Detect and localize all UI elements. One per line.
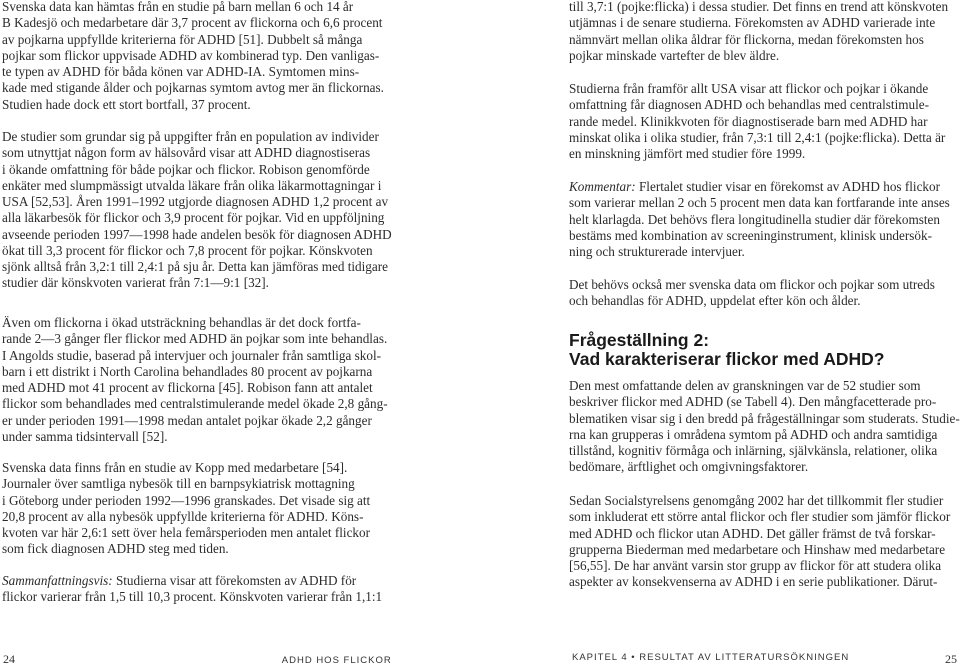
- text-line: under samma tidsintervall [52].: [2, 428, 168, 444]
- text-line: [56,55]. De har använt varsin stor grupp av flickor för att studera olika: [569, 558, 942, 573]
- text-line: omfattning får diagnosen ADHD och behandlas med centralstimule-: [569, 97, 929, 113]
- text-line: som utnyttjat någon form av hälsovård visar att ADHD diagnostiseras: [2, 145, 371, 161]
- text-line: [569, 179, 950, 195]
- text-line: Det behövs också mer svenska data om flickor och pojkar som utreds: [569, 277, 935, 292]
- text-line: med ADHD och flickor utan ADHD. Det gäller främst de två forskar-: [569, 525, 936, 541]
- text-line: alla läkarbesök för flickor och 3,9 procent för pojkar. Vid en uppföljning: [2, 210, 385, 226]
- text-line: Studierna från framför allt USA visar att flickor och pojkar i ökande: [569, 81, 929, 96]
- heading-line: Vad karakteriserar flickor med ADHD?: [569, 348, 885, 369]
- text-line: ning och strukturerade intervjuer.: [569, 244, 745, 259]
- text-line: kvoten var här 2,6:1 sett över hela femårsperioden men antalet flickor: [2, 525, 371, 540]
- page-number: 24: [3, 652, 15, 666]
- text-line: rande medel. Klinikkvoten för diagnostiserade barn med ADHD har: [569, 113, 928, 129]
- page-number: 25: [945, 652, 957, 666]
- section-heading: [569, 331, 884, 368]
- text-line: i Göteborg under perioden 1992—1996 granskades. Det visade sig att: [2, 492, 371, 508]
- left-para-2: [2, 129, 392, 292]
- right-para-6: [569, 493, 950, 591]
- text-line: utjämnas i de senare studierna. Förekomsten av ADHD varierade inte: [569, 15, 936, 31]
- text-line: med ADHD mot 41 procent av flickorna [45]. Robison fann att antalet: [2, 380, 373, 395]
- text-line: I Angolds studie, baserad på intervjuer och journaler från samtliga skol-: [2, 347, 382, 363]
- text-line: USA [52,53]. Åren 1991–1992 utgjorde diagnosen ADHD 1,2 procent av: [2, 194, 389, 209]
- text-line: helt klarlagda. Det behövs flera longitudinella studier där förekomsten: [569, 211, 940, 227]
- text-line: som varierar mellan 2 och 5 procent men data kan fortfarande inte anses: [569, 195, 950, 211]
- text-line: nämnvärt mellan olika åldrar för flickorna, medan förekomsten hos: [569, 31, 924, 47]
- text-line: som inkluderat ett större antal flickor och fler studier som jämför flickor: [569, 509, 951, 525]
- text-line: i ökande omfattning för både pojkar och flickor. Robison genomförde: [2, 161, 370, 177]
- text-line: aspekter av konsekvenserna av ADHD i en serie publikationer. Därut-: [569, 574, 938, 590]
- text-line: B Kadesjö och medarbetare där 3,7 procent av flickorna och 6,6 procent: [2, 15, 383, 31]
- text-line: Studien hade dock ett stort bortfall, 37 procent.: [2, 96, 251, 112]
- text-line: er under perioden 1991—1998 medan antalet pojkar ökade 2,2 gånger: [2, 412, 372, 428]
- text-line: blematiken visar sig i den bredd på frågeställningar som studerats. Studie-: [569, 410, 960, 426]
- right-para-5: [569, 378, 960, 476]
- text-line: pojkar minskade vartefter de blev äldre.: [569, 47, 780, 63]
- left-para-3: [2, 315, 388, 445]
- text-line: 20,8 procent av alla nybesök uppfyllde kriterierna för ADHD. Köns-: [2, 508, 364, 524]
- heading-line: Frågeställning 2:: [569, 330, 710, 350]
- text-line: bedömare, ärftlighet och omgivningsfaktorer.: [569, 459, 809, 475]
- text-line: pojkar som flickor uppvisade ADHD av kombinerad typ. Den vanligas-: [2, 47, 380, 63]
- text-line: Svenska data kan hämtas från en studie på barn mellan 6 och 14 år: [2, 0, 354, 14]
- running-title: KAPITEL 4 • RESULTAT AV LITTERATURSÖKNINGEN: [572, 652, 850, 663]
- right-page-footer: [572, 652, 957, 666]
- text-line: beskriver flickor med ADHD (se Tabell 4). Den mångfacetterade pro-: [569, 394, 937, 410]
- text-line: te typen av ADHD för båda könen var ADHD-IA. Symtomen mins-: [2, 64, 360, 79]
- right-para-3: [569, 179, 950, 260]
- text-line: bestäms med kombination av screeninginstrument, klinisk undersök-: [569, 227, 932, 243]
- text-line: [2, 573, 382, 589]
- text-line: av pojkarna uppfyllde kriterierna för ADHD [51]. Dubbelt så många: [2, 31, 363, 47]
- text-line: rna kan grupperas i områdena symtom på ADHD och andra samtidiga: [569, 426, 938, 442]
- text-line: De studier som grundar sig på uppgifter från en population av individer: [2, 129, 379, 144]
- text-line: och behandlas för ADHD, uppdelat efter kön och ålder.: [569, 293, 861, 309]
- text-line: rande 2—3 gånger fler flickor med ADHD än pojkar som inte behandlas.: [2, 331, 388, 347]
- text-line: barn i ett distrikt i North Carolina behandlades 80 procent av pojkarna: [2, 363, 373, 379]
- left-page-footer: [3, 652, 392, 667]
- text-line: avseende perioden 1997—1998 hade andelen besök för diagnosen ADHD: [2, 226, 392, 242]
- running-title: ADHD HOS FLICKOR: [281, 655, 392, 666]
- right-para-4: [569, 277, 935, 310]
- summary-lead: Sammanfattningsvis:: [2, 573, 113, 588]
- text-line: sjönk alltså från 3,2:1 till 2,4:1 på sju år. Detta kan jämföras med tidigare: [2, 259, 389, 274]
- right-para-1: [569, 0, 948, 64]
- text-line: minskat olika i olika studier, från 7,3:1 till 2,4:1 (pojke:flicka). Detta är: [569, 129, 946, 145]
- text-line: Den mest omfattande delen av granskningen var de 52 studier som: [569, 378, 921, 393]
- text-line: Sedan Socialstyrelsens genomgång 2002 har det tillkommit fler studier: [569, 493, 944, 508]
- text-line: Även om flickorna i ökad utsträckning behandlas är det dock fortfa-: [2, 315, 361, 330]
- text-line: till 3,7:1 (pojke:flicka) i dessa studier. Det finns en trend att könskvoten: [569, 0, 949, 14]
- text-line: studier där könskvoten varierat från 7:1—9:1 [32].: [2, 275, 269, 291]
- text-line: flickor varierar från 1,5 till 10,3 procent. Könskvoten varierar från 1,1:1: [2, 589, 383, 605]
- comment-text: Flertalet studier visar en förekomst av ADHD hos flickor: [635, 179, 941, 194]
- right-para-2: [569, 81, 945, 162]
- summary-text: Studierna visar att förekomsten av ADHD för: [112, 573, 357, 588]
- text-line: som fick diagnosen ADHD steg med tiden.: [2, 541, 229, 557]
- text-line: flickor som behandlades med centralstimulerande medel ökade 2,8 gång-: [2, 396, 388, 412]
- text-line: ökat till 3,3 procent för flickor och 7,8 procent för pojkar. Könskvoten: [2, 242, 373, 258]
- left-para-4: [2, 460, 370, 558]
- text-line: en minskning jämfört med studier före 1999.: [569, 146, 806, 161]
- text-line: kade med stigande ålder och pojkarnas symtom avtog mer än flickornas.: [2, 80, 384, 96]
- text-line: tillstånd, kognitiv förmåga och inlärning, självkänsla, relationer, olika: [569, 443, 938, 458]
- left-para-1: [2, 0, 384, 113]
- text-line: Svenska data finns från en studie av Kopp med medarbetare [54].: [2, 460, 348, 475]
- comment-lead: Kommentar:: [569, 179, 636, 194]
- left-para-5: [2, 573, 382, 606]
- text-line: enkäter med slumpmässigt utvalda läkare från olika läkarmottagningar i: [2, 177, 382, 193]
- text-line: grupperna Biederman med medarbetare och Hinshaw med medarbetare: [569, 541, 946, 557]
- text-line: Journaler över samtliga nybesök till en barnpsykiatrisk mottagning: [2, 476, 355, 492]
